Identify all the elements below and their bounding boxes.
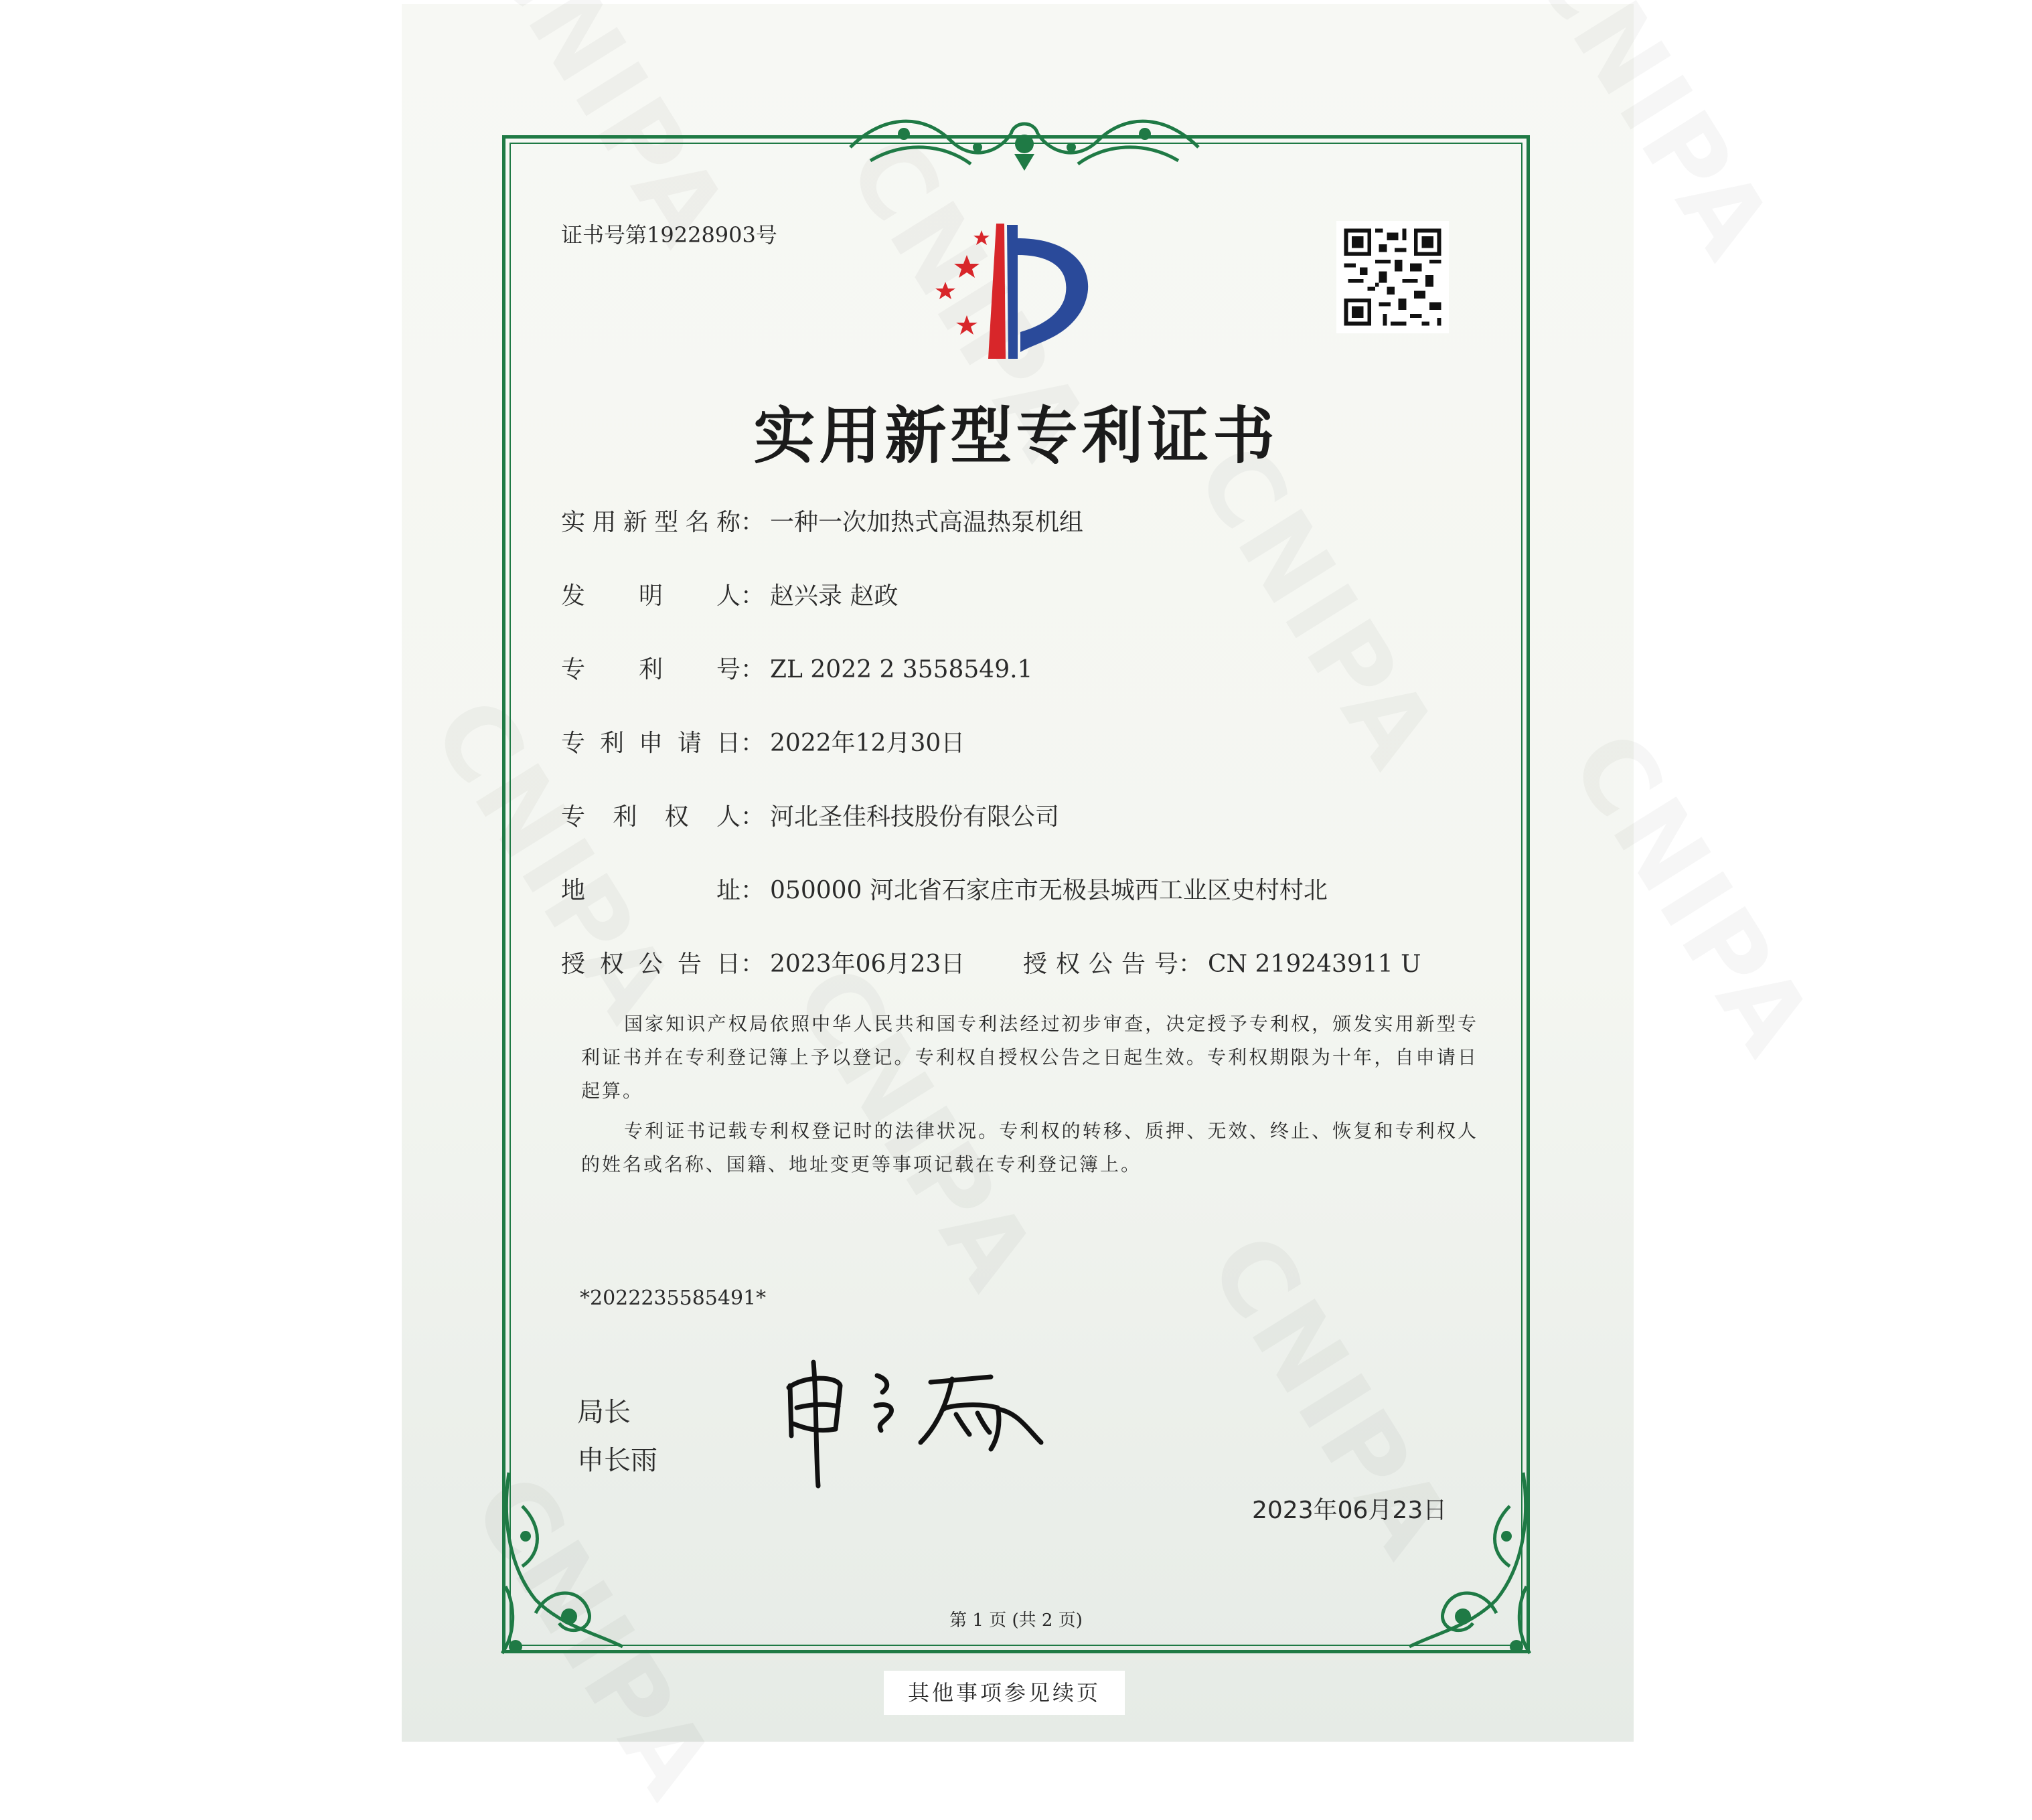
certificate-number: 证书号第19228903号 xyxy=(561,222,777,248)
field-separator: ： xyxy=(740,803,765,831)
field-inventor xyxy=(561,577,898,611)
field-label: 实用新型名称 xyxy=(561,509,740,536)
top-ornament-icon xyxy=(844,107,1205,174)
field-value: 河北圣佳科技股份有限公司 xyxy=(770,803,1060,831)
field-value: 050000 河北省石家庄市无极县城西工业区史村村北 xyxy=(770,877,1328,904)
field-value: CN 219243911 U xyxy=(1208,950,1421,978)
field-label: 授权公告号 xyxy=(1023,950,1178,978)
director-name: 申长雨 xyxy=(577,1445,657,1476)
barcode-text: *2022235585491* xyxy=(580,1287,767,1310)
field-value: 2022年12月30日 xyxy=(770,730,965,757)
field-value: 2023年06月23日 xyxy=(770,950,965,978)
legal-paragraph-2: 专利证书记载专利权登记时的法律状况。专利权的转移、质押、无效、终止、恢复和专利权人的姓名或名称、国籍、地址变更等事项记载在专利登记簿上。 xyxy=(581,1120,1478,1175)
field-value: 赵兴录 赵政 xyxy=(770,582,898,610)
field-grant-date xyxy=(561,945,965,979)
field-patentee xyxy=(561,798,1059,832)
field-label: 发明人 xyxy=(561,582,740,610)
qr-code-icon xyxy=(1336,221,1449,333)
cnipa-logo-icon xyxy=(927,218,1127,365)
field-separator: ： xyxy=(740,582,765,610)
field-separator: ： xyxy=(740,950,765,978)
director-title: 局长 xyxy=(577,1397,631,1428)
field-separator: ： xyxy=(740,730,765,757)
field-utility-model-name xyxy=(561,503,1083,537)
corner-ornament-icon xyxy=(495,1466,629,1667)
field-value: 一种一次加热式高温热泵机组 xyxy=(770,509,1084,536)
field-label: 专利号 xyxy=(561,656,740,683)
issue-date: 2023年06月23日 xyxy=(1252,1497,1448,1524)
field-separator: ： xyxy=(740,877,765,904)
field-separator: ： xyxy=(740,656,765,683)
director-signature-icon xyxy=(777,1349,1058,1489)
continuation-note: 其他事项参见续页 xyxy=(884,1671,1125,1715)
field-label: 地址 xyxy=(561,877,740,904)
field-label: 专利申请日 xyxy=(561,730,740,757)
field-label: 授权公告日 xyxy=(561,950,740,978)
certificate-title: 实用新型专利证书 xyxy=(753,400,1279,472)
field-separator: ： xyxy=(740,509,765,536)
field-separator: ： xyxy=(1178,950,1203,978)
field-announcement-number xyxy=(1023,945,1421,979)
field-label: 专利权人 xyxy=(561,803,740,831)
page-number: 第 1 页 (共 2 页) xyxy=(949,1610,1083,1631)
field-application-date xyxy=(561,724,965,758)
field-patent-number xyxy=(561,651,1032,685)
legal-paragraph-1: 国家知识产权局依照中华人民共和国专利法经过初步审查，决定授予专利权，颁发实用新型专利证书并在专利登记簿上予以登记。专利权自授权公告之日起生效。专利权期限为十年，自申请日起算。 xyxy=(581,1013,1478,1102)
field-address xyxy=(561,872,1328,906)
field-value: ZL 2022 2 3558549.1 xyxy=(770,656,1033,683)
